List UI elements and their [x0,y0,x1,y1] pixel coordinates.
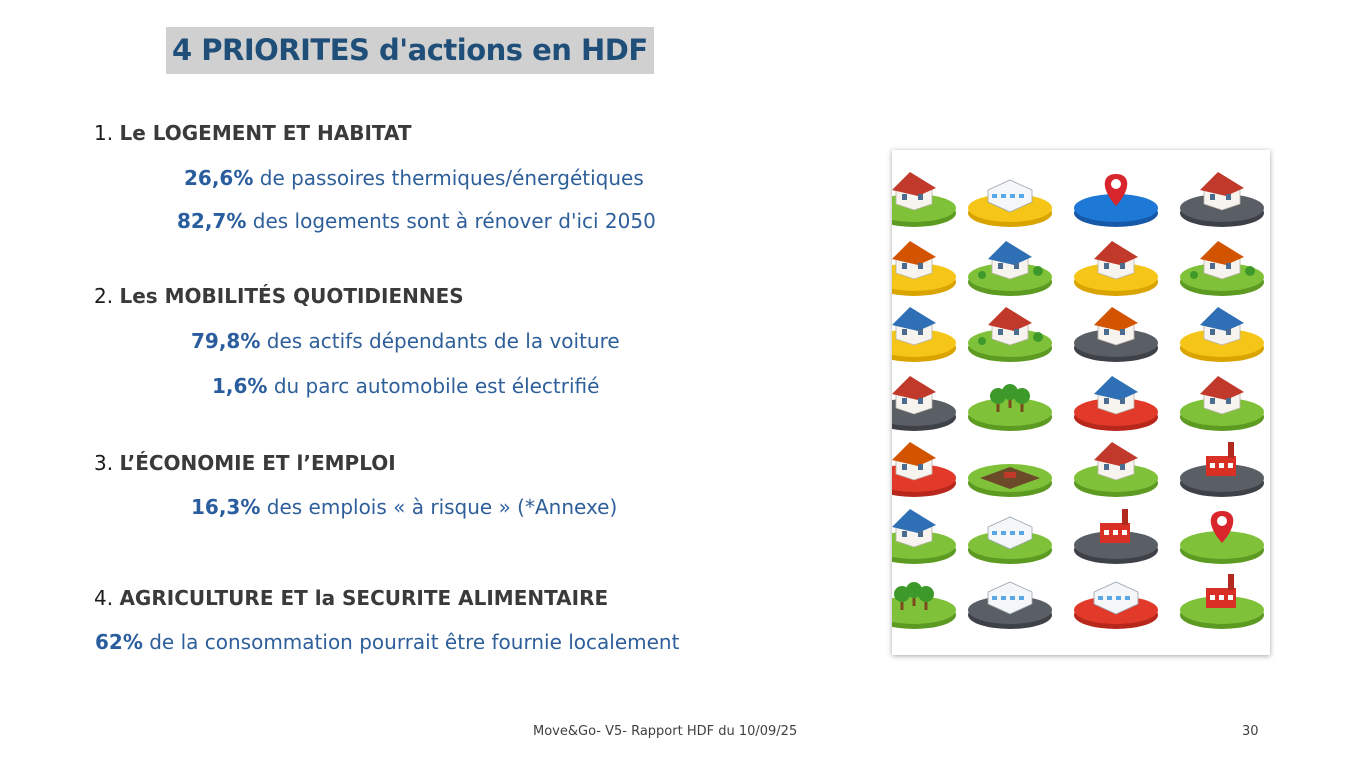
map-pin-icon [1074,174,1158,227]
stat-value: 26,6% [184,166,254,190]
page-number: 30 [1242,724,1259,739]
map-pin-icon [1180,511,1264,564]
house-icon [892,241,956,296]
isometric-icons-grid [892,150,1270,655]
priority-4-heading [94,586,608,610]
office-building-icon [968,180,1052,227]
priority-3-title: L’ÉCONOMIE ET l’EMPLOI [119,451,396,475]
house-icon [1180,376,1264,431]
stat-text: des emplois « à risque » (*Annexe) [260,495,618,519]
slide-footer: Move&Go- V5- Rapport HDF du 10/09/25 [533,724,798,739]
priority-1-title: Le LOGEMENT ET HABITAT [119,121,412,145]
farmhouse-field-icon [968,307,1052,362]
stat-value: 82,7% [177,209,247,233]
stat-text: des actifs dépendants de la voiture [260,329,620,353]
factory-icon [1074,509,1158,564]
priority-1-stat-2 [177,209,656,233]
house-icon [1074,442,1158,497]
stat-text: du parc automobile est électrifié [267,374,600,398]
warehouse-icon [1074,582,1158,629]
house-icon [892,442,956,497]
priority-4-stat-1 [95,630,679,654]
priority-1-number: 1. [94,121,114,145]
tree-icon [892,582,956,629]
priority-2-number: 2. [94,284,114,308]
house-icon [1074,376,1158,431]
house-icon [892,172,956,227]
factory-icon [1180,574,1264,629]
priority-2-stat-1 [191,329,620,353]
road-building-icon [892,376,956,431]
stat-value: 16,3% [191,495,261,519]
trees-icon [968,384,1052,431]
priority-2-title: Les MOBILITÉS QUOTIDIENNES [119,284,464,308]
office-building-icon [968,582,1052,629]
priority-4-title: AGRICULTURE ET la SECURITE ALIMENTAIRE [119,586,609,610]
slide-title: 4 PRIORITES d'actions en HDF [166,27,654,74]
barn-icon [1180,172,1264,227]
priority-2-stat-2 [212,374,599,398]
farm-field-icon [968,464,1052,497]
priority-3-number: 3. [94,451,114,475]
house-icon [1180,307,1264,362]
house-icon [892,307,956,362]
priority-2-heading [94,284,464,308]
priority-1-heading [94,121,412,145]
priority-3-heading [94,451,396,475]
house-icon [1074,307,1158,362]
priority-1-stat-1 [184,166,644,190]
stat-value: 79,8% [191,329,261,353]
stat-value: 62% [95,630,143,654]
factory-icon [1180,442,1264,497]
priority-4-number: 4. [94,586,114,610]
house-icon [1074,241,1158,296]
priority-3-stat-1 [191,495,617,519]
house-garden-icon [968,241,1052,296]
office-building-icon [968,517,1052,564]
stat-text: de passoires thermiques/énergétiques [253,166,644,190]
stat-text: des logements sont à rénover d'ici 2050 [246,209,656,233]
barn-field-icon [1180,241,1264,296]
house-icon [892,509,956,564]
stat-value: 1,6% [212,374,268,398]
stat-text: de la consommation pourrait être fournie localement [142,630,680,654]
isometric-icons-illustration [892,150,1270,655]
